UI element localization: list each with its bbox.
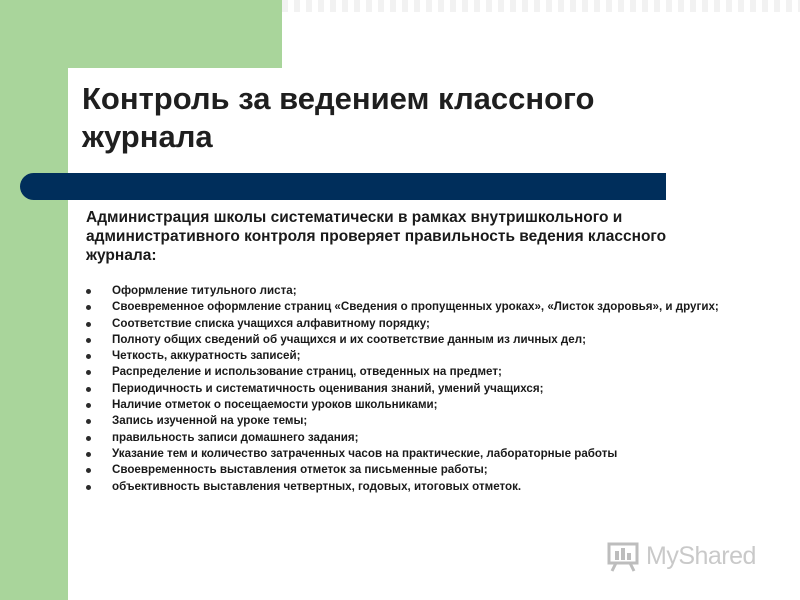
bullet-icon — [86, 436, 91, 441]
list-item-text: правильность записи домашнего задания; — [112, 430, 359, 444]
myshared-watermark — [606, 536, 786, 576]
slide-title: Контроль за ведением классного журнала — [82, 81, 595, 154]
bullet-icon — [86, 305, 91, 310]
list-item — [86, 284, 726, 299]
list-item — [86, 333, 726, 348]
list-item-text: Соответствие списка учащихся алфавитному порядку; — [112, 316, 430, 330]
checklist — [86, 284, 726, 496]
list-item — [86, 414, 726, 429]
list-item — [86, 349, 726, 364]
bullet-icon — [86, 419, 91, 424]
list-item-text: Распределение и использование страниц, отведенных на предмет; — [112, 365, 502, 379]
list-item — [86, 480, 726, 495]
list-item-text: Наличие отметок о посещаемости уроков школьниками; — [112, 398, 438, 412]
list-item — [86, 365, 726, 380]
list-item — [86, 447, 726, 462]
list-item — [86, 382, 726, 397]
top-accent-band — [0, 0, 282, 68]
bullet-icon — [86, 403, 91, 408]
list-item-text: Периодичность и систематичность оценивания знаний, умений учащихся; — [112, 381, 544, 395]
bullet-icon — [86, 387, 91, 392]
list-item-text: Полноту общих сведений об учащихся и их соответствие данным из личных дел; — [112, 332, 586, 346]
list-item-text: Запись изученной на уроке темы; — [112, 414, 308, 428]
list-item — [86, 398, 726, 413]
myshared-logo-icon — [606, 538, 642, 574]
list-item-text: Своевременность выставления отметок за письменные работы; — [112, 463, 488, 477]
list-item — [86, 431, 726, 446]
bullet-icon — [86, 485, 91, 490]
list-item — [86, 300, 726, 315]
bullet-icon — [86, 354, 91, 359]
bullet-icon — [86, 289, 91, 294]
list-item — [86, 463, 726, 478]
title-divider-bar — [20, 173, 666, 200]
bullet-icon — [86, 322, 91, 327]
intro-paragraph: Администрация школы систематически в рамках внутришкольного и административного контроля проверяет правильность ведения классного журнала: — [86, 209, 667, 264]
list-item — [86, 317, 726, 332]
list-item-text: Четкость, аккуратность записей; — [112, 349, 301, 363]
left-accent-band — [0, 0, 68, 600]
bullet-icon — [86, 468, 91, 473]
watermark-text: MyShared — [646, 541, 756, 570]
list-item-text: Своевременное оформление страниц «Сведения о пропущенных уроках», «Листок здоровья», и других; — [112, 300, 719, 314]
top-decorative-strip — [282, 0, 800, 12]
list-item-text: Указание тем и количество затраченных часов на практические, лабораторные работы — [112, 446, 618, 460]
bullet-icon — [86, 370, 91, 375]
list-item-text: объективность выставления четвертных, годовых, итоговых отметок. — [112, 479, 522, 493]
bullet-icon — [86, 452, 91, 457]
bullet-icon — [86, 338, 91, 343]
list-item-text: Оформление титульного листа; — [112, 284, 297, 297]
